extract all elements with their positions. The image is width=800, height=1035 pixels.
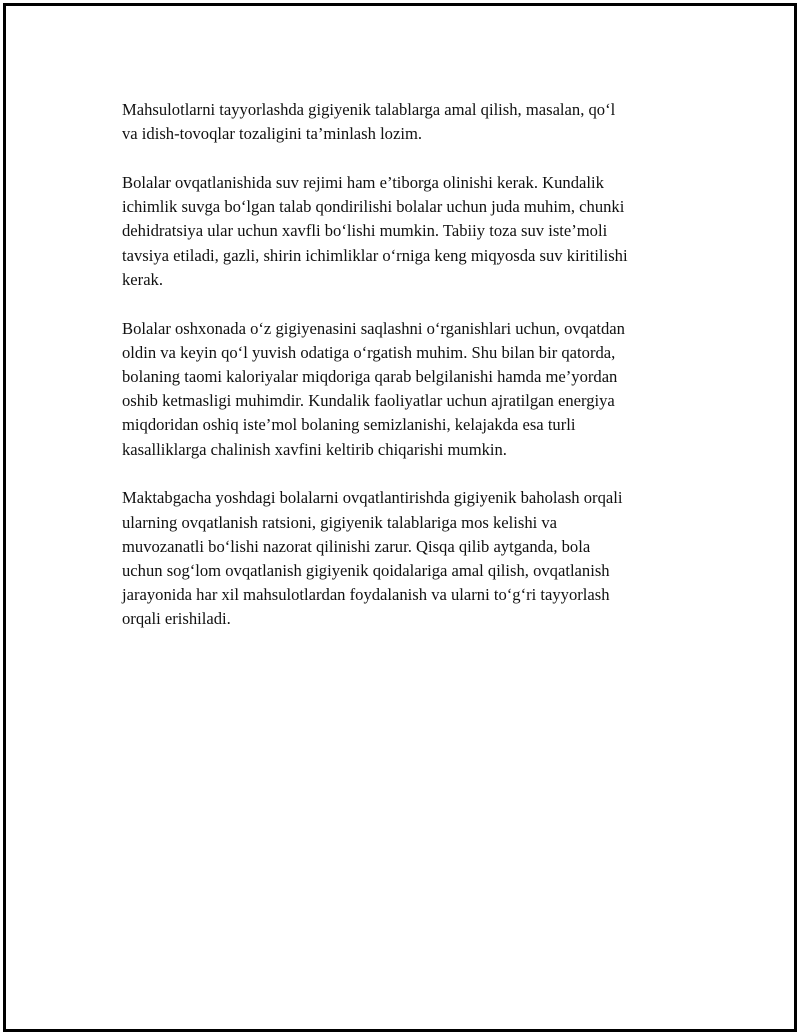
document-text-body: [122, 98, 697, 656]
page-border-frame: [3, 3, 797, 1032]
paragraph-kitchen-hygiene-and-calories: Bolalar oshxonada o‘z gigiyenasini saqlashni o‘rganishlari uchun, ovqatdan oldin va keyin qo‘l yuvish odatiga o‘rgatish muhim. Shu bilan bir qatorda, bolaning taomi kaloriyalar miqdoriga qarab belgilanishi hamda me’yordan oshib ketmasligi muhimdir. Kundalik faoliyatlar uchun ajratilgan energiya miqdoridan oshiq iste’mol bolaning semizlanishi, kelajakda esa turli kasalliklarga chalinish xavfini keltirib chiqarishi mumkin.: [122, 318, 625, 459]
paragraph-hygiene-requirements: Mahsulotlarni tayyorlashda gigiyenik talablarga amal qilish, masalan, qo‘l va idish-tovoqlar tozaligini ta’minlash lozim.: [122, 100, 616, 144]
paragraph-preschool-nutrition-assessment: Maktabgacha yoshdagi bolalarni ovqatlantirishda gigiyenik baholash orqali ularning ovqatlanish ratsioni, gigiyenik talablariga mos kelishi va muvozanatli bo‘lishi nazorat qilinishi zarur. Qisqa qilib aytganda, bola uchun sog‘lom ovqatlanish gigiyenik qoidalariga amal qilish, ovqatlanish jarayonida har xil mahsulotlardan foydalanish va ularni to‘g‘ri tayyorlash orqali erishiladi.: [122, 488, 623, 629]
paragraph-water-regime: Bolalar ovqatlanishida suv rejimi ham e’tiborga olinishi kerak. Kundalik ichimlik suvga bo‘lgan talab qondirilishi bolalar uchun juda muhim, chunki dehidratsiya ular uchun xavfli bo‘lishi mumkin. Tabiiy toza suv iste’moli tavsiya etiladi, gazli, shirin ichimliklar o‘rniga keng miqyosda suv kiritilishi kerak.: [122, 173, 628, 289]
